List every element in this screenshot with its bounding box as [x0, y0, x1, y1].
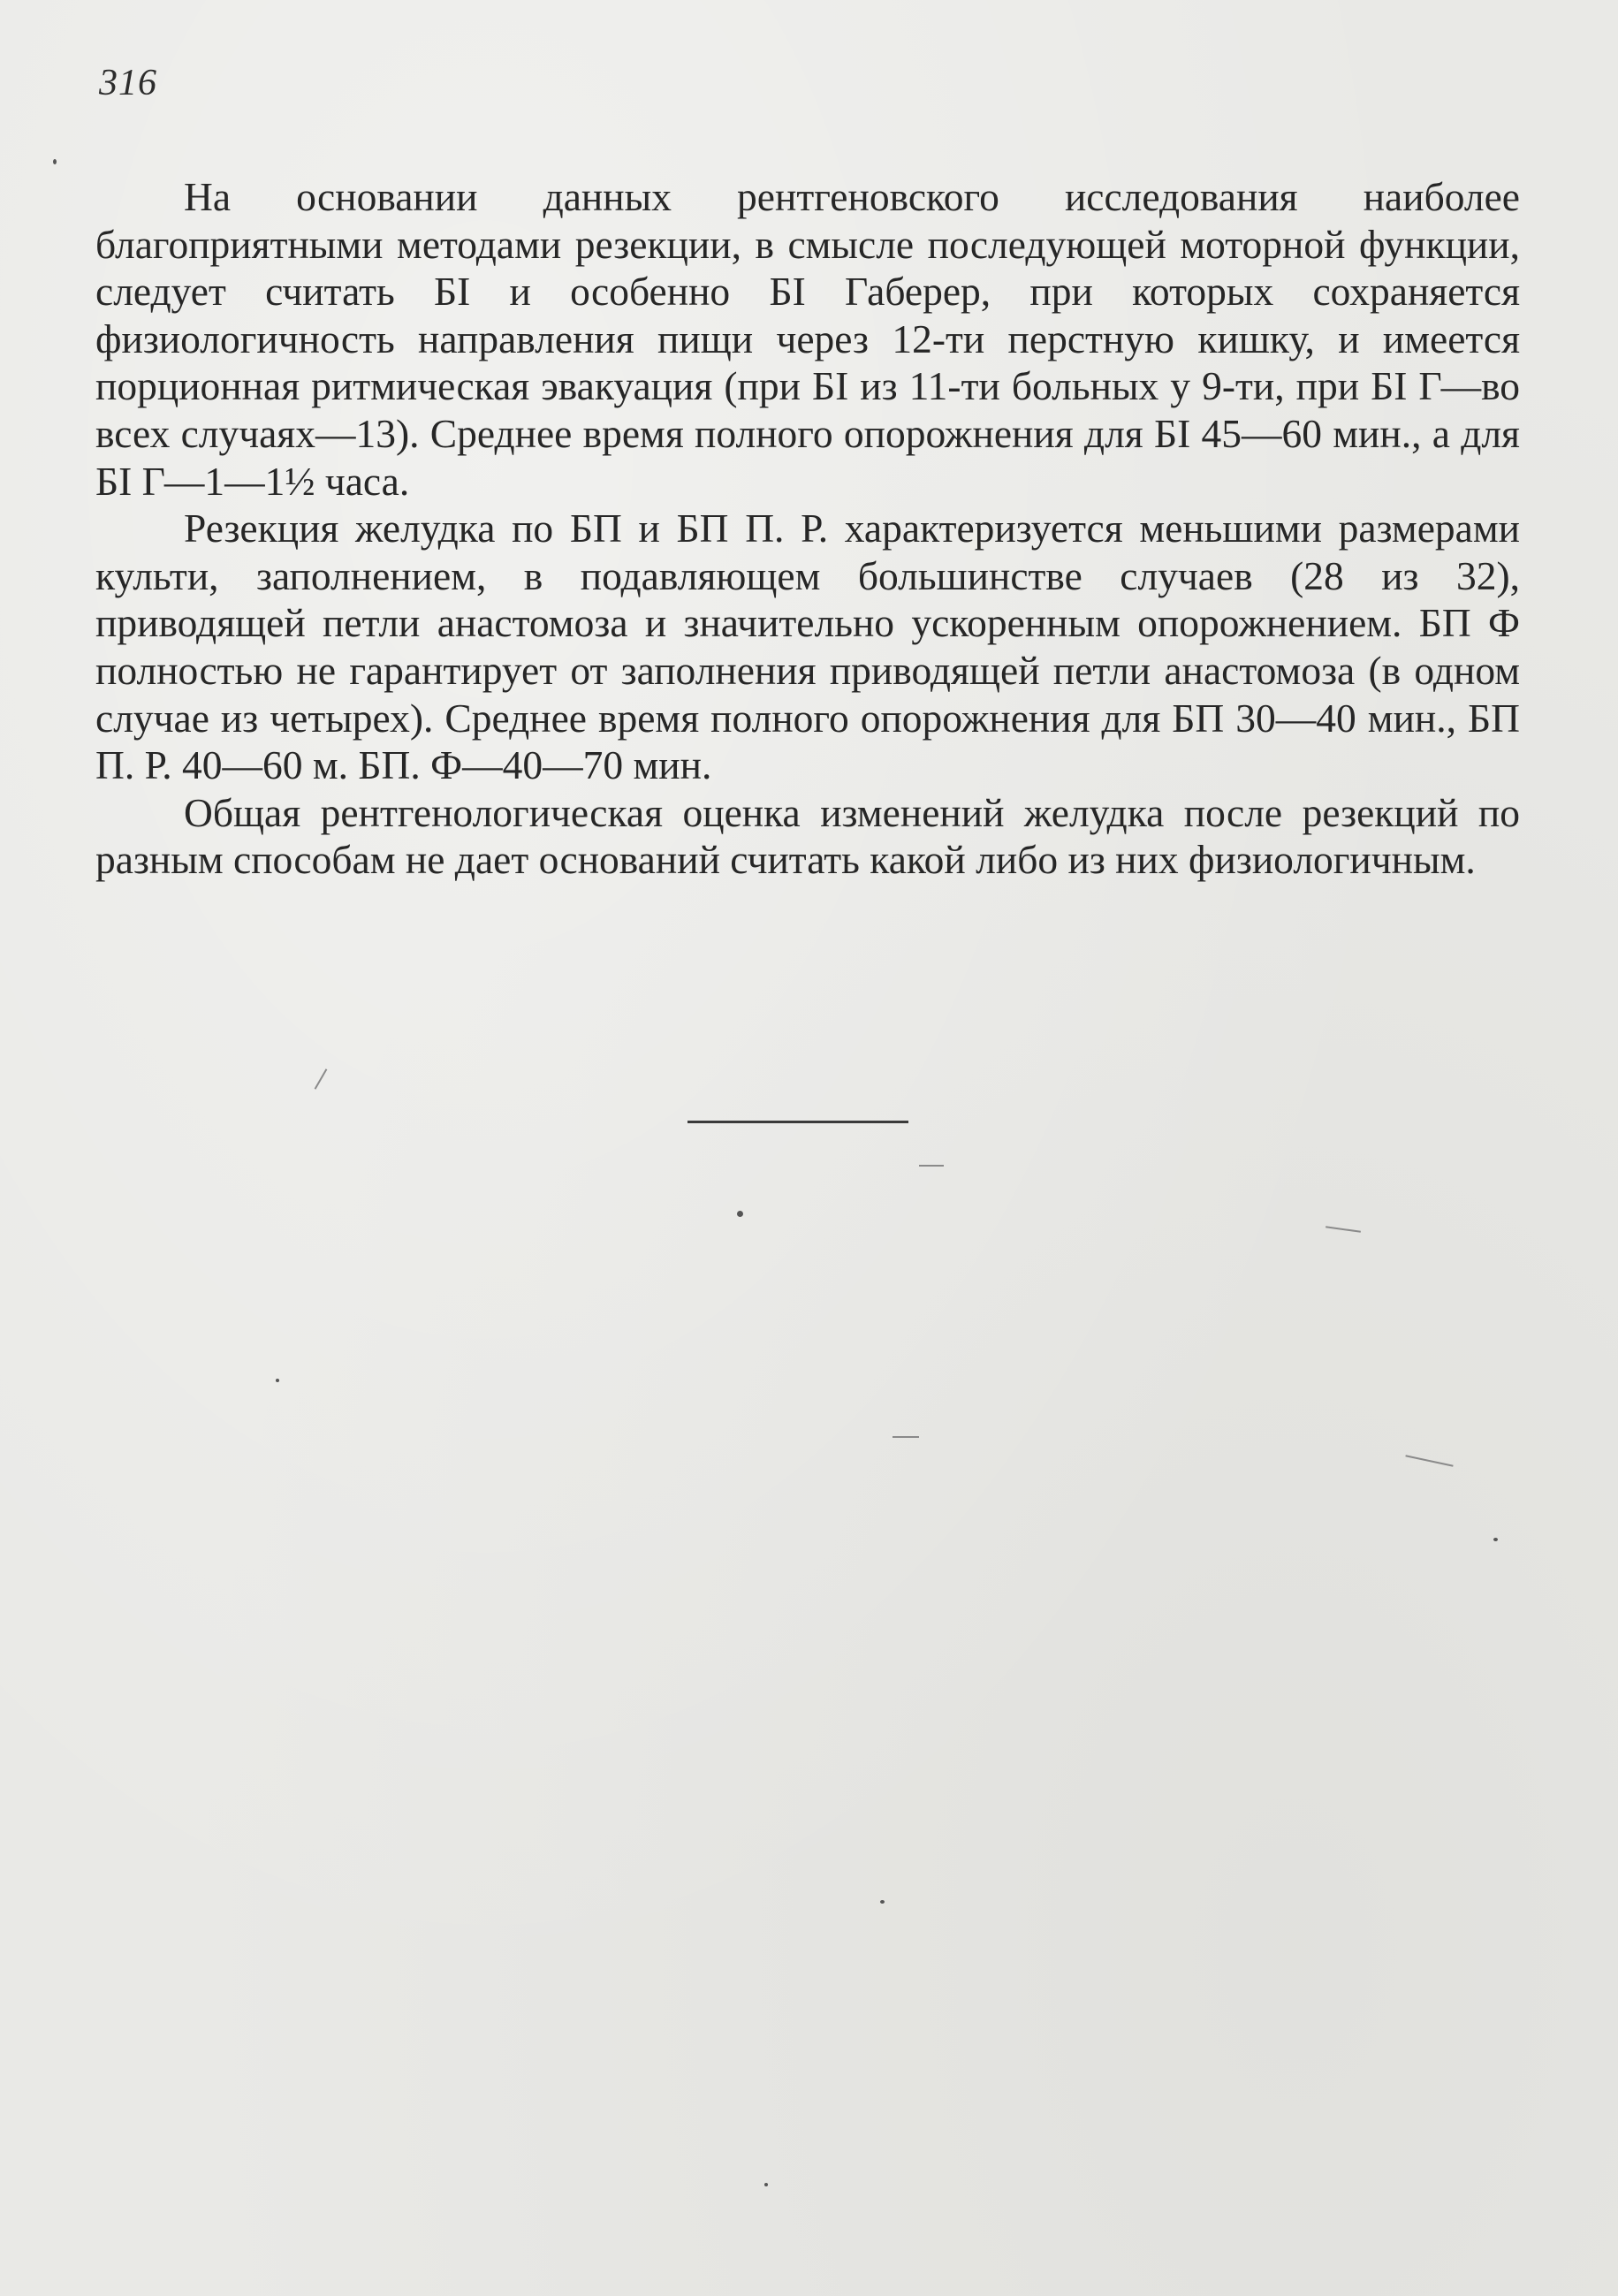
paragraph-1: На основании данных рентгеновского исследования наиболее благоприятными методами резекции, в смысле последующей моторной функции, следует считать БI и особенно БI Габерер, при которых сохраняется физиологичность направления пищи через 12-ти перстную кишку, и имеется порционная ритмическая эвакуация (при БI из 11-ти больных у 9-ти, при БI Г—во всех случаях—13). Среднее время полного опорожнения для БI 45—60 мин., а для БI Г—1—1½ часа.	[95, 174, 1520, 504]
scan-scratch	[1405, 1455, 1453, 1466]
print-speck	[737, 1211, 743, 1217]
print-speck	[880, 1900, 885, 1904]
paragraph-2: Резекция желудка по БП и БП П. Р. характеризуется меньшими размерами культи, заполнением, в подавляющем большинстве случаев (28 из 32), приводящей петли анастомоза и значительно ускоренным опорожнением. БП Ф полностью не гарантирует от заполнения приводящей петли анастомоза (в одном случае из четырех). Среднее время полного опорожнения для БП 30—40 мин., БП П. Р. 40—60 м. БП. Ф—40—70 мин.	[95, 506, 1520, 788]
paragraph-3: Общая рентгенологическая оценка изменений желудка после резекций по разным способам не дает оснований считать какой либо из них физиологичным.	[95, 789, 1520, 883]
scan-scratch	[1326, 1226, 1361, 1233]
print-speck	[764, 2183, 768, 2186]
scan-scratch	[893, 1436, 919, 1438]
print-speck	[1493, 1538, 1498, 1541]
body-text	[95, 173, 1520, 884]
scan-scratch	[919, 1165, 944, 1167]
print-speck	[53, 159, 57, 164]
scan-scratch	[315, 1068, 328, 1090]
page-number: 316	[99, 63, 157, 103]
print-speck	[276, 1379, 279, 1382]
section-end-rule	[687, 1121, 908, 1123]
